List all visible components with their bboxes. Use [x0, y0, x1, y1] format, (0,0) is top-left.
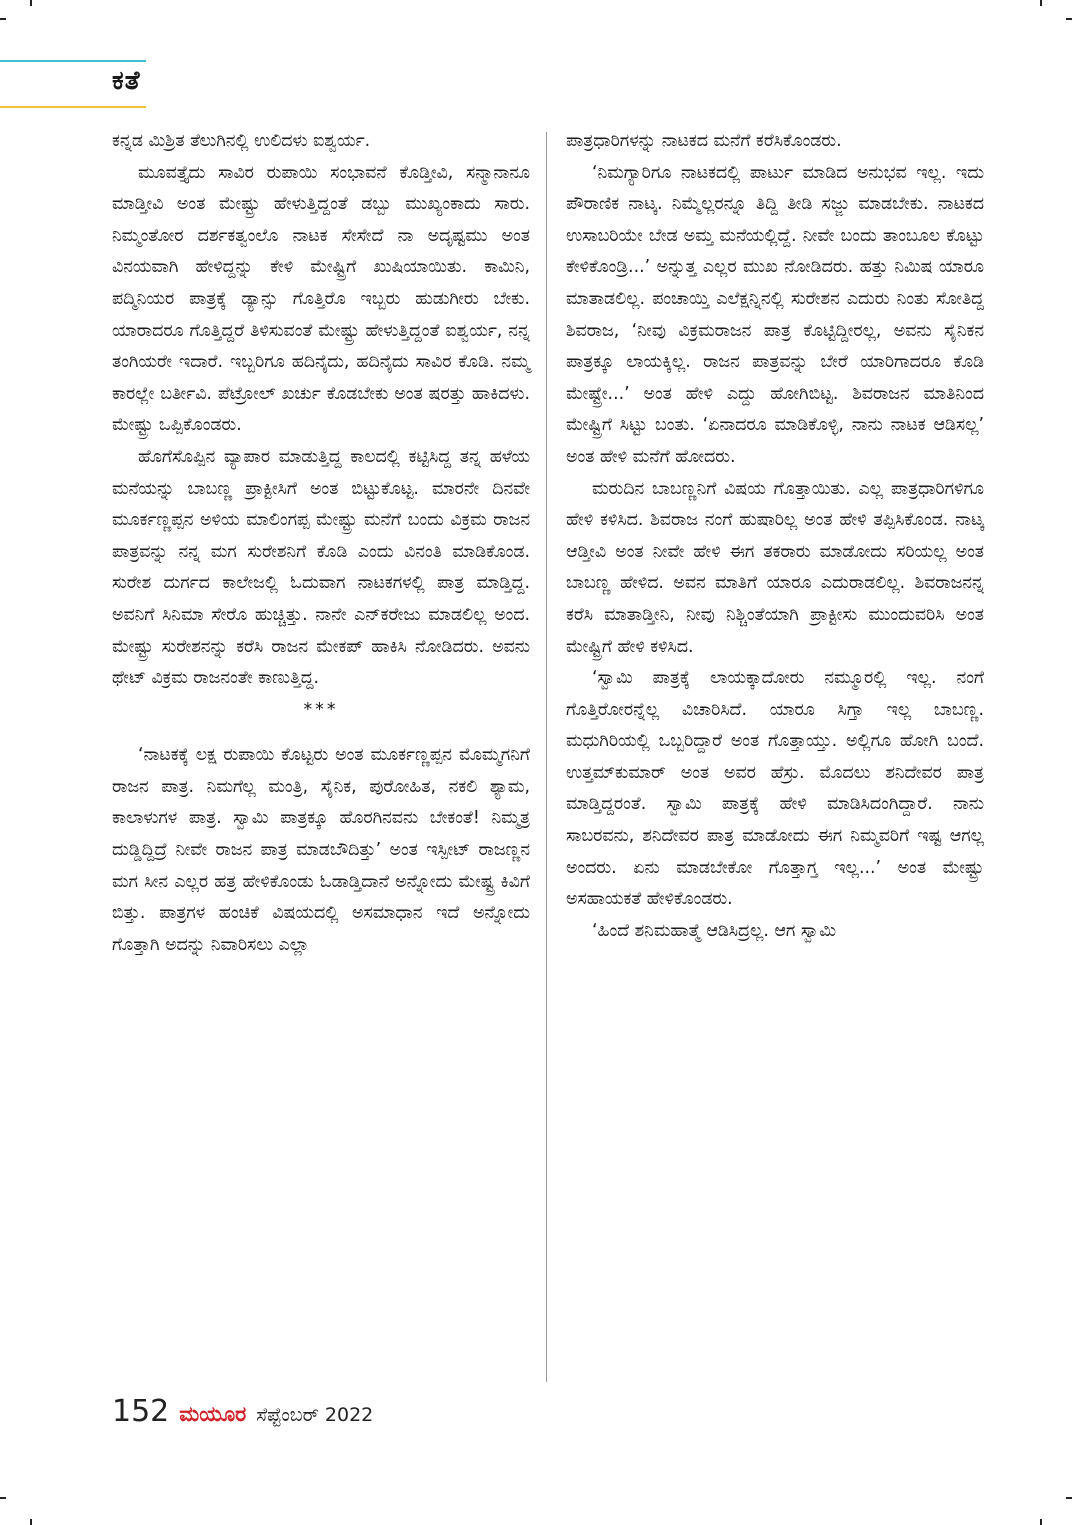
paragraph: ‘ಸ್ವಾಮಿ ಪಾತ್ರಕ್ಕೆ ಲಾಯಕ್ಕಾದೋರು ನಮ್ಮೂರಲ್ಲಿ ಇಲ್ಲ. ನಂಗೆ ಗೊತ್ತಿರೋರನ್ನೆಲ್ಲ ವಿಚಾರಿಸಿದೆ. ಯಾರೂ ಸಿಗ್ತಾ ಇಲ್ಲ ಬಾಬಣ್ಣ. ಮಧುಗಿರಿಯಲ್ಲಿ ಒಬ್ಬರಿದ್ದಾರೆ ಅಂತ ಗೊತ್ತಾಯ್ತು. ಅಲ್ಲಿಗೂ ಹೋಗಿ ಬಂದೆ. ಉತ್ತಮ್‌ಕುಮಾರ್ ಅಂತ ಅವರ ಹೆಸ್ರು. ಮೊದಲು ಶನಿದೇವರ ಪಾತ್ರ ಮಾಡ್ತಿದ್ದರಂತೆ. ಸ್ವಾಮಿ ಪಾತ್ರಕ್ಕೆ ಹೇಳಿ ಮಾಡಿಸಿದಂಗಿದ್ದಾರೆ. ನಾನು ಸಾಬರವನು, ಶನಿದೇವರ ಪಾತ್ರ ಮಾಡೋದು ಈಗ ನಿಮ್ಮವರಿಗೆ ಇಷ್ಟ ಆಗಲ್ಲ ಅಂದರು. ಏನು ಮಾಡಬೇಕೋ ಗೊತ್ತಾಗ್ತ ಇಲ್ಲ...’ ಅಂತ ಮೇಷ್ಟ್ರು ಅಸಹಾಯಕತೆ ಹೇಳಿಕೊಂಡರು. [566, 668, 984, 910]
paragraph: ‘ನಿಮಗ್ಯಾರಿಗೂ ನಾಟಕದಲ್ಲಿ ಪಾರ್ಟು ಮಾಡಿದ ಅನುಭವ ಇಲ್ಲ. ಇದು ಪೌರಾಣಿಕ ನಾಟ್ಕ. ನಿಮ್ಮೆಲ್ಲರನ್ನೂ ತಿದ್ದಿ ತೀಡಿ ಸಜ್ಜು ಮಾಡಬೇಕು. ನಾಟಕದ ಉಸಾಬರಿಯೇ ಬೇಡ ಅಮ್ತ ಮನೆಯಲ್ಲಿದ್ದೆ. ನೀವೇ ಬಂದು ತಾಂಬೂಲ ಕೊಟ್ಟು ಕೇಳಿಕೊಂಡ್ರಿ...’ ಅನ್ನುತ್ತ ಎಲ್ಲರ ಮುಖ ನೋಡಿದರು. ಹತ್ತು ನಿಮಿಷ ಯಾರೂ ಮಾತಾಡಲಿಲ್ಲ. ಪಂಚಾಯ್ತಿ ಎಲೆಕ್ಷನ್ನಿನಲ್ಲಿ ಸುರೇಶನ ಎದುರು ನಿಂತು ಸೋತಿದ್ದ ಶಿವರಾಜ, ‘ನೀವು ವಿಕ್ರಮರಾಜನ ಪಾತ್ರ ಕೊಟ್ಟಿದ್ದೀರಲ್ಲ, ಅವನು ಸೈನಿಕನ ಪಾತ್ರಕ್ಕೂ ಲಾಯಕ್ಕಿಲ್ಲ. ರಾಜನ ಪಾತ್ರವನ್ನು ಬೇರೆ ಯಾರಿಗಾದರೂ ಕೊಡಿ ಮೇಷ್ಟ್ರೇ...’ ಅಂತ ಹೇಳಿ ಎದ್ದು ಹೋಗಿಬಿಟ್ಟ. ಶಿವರಾಜನ ಮಾತಿನಿಂದ ಮೇಷ್ಟ್ರಿಗೆ ಸಿಟ್ಟು ಬಂತು. ‘ಏನಾದರೂ ಮಾಡಿಕೊಳ್ಳಿ, ನಾನು ನಾಟಕ ಆಡಿಸಲ್ಲ’ ಅಂತ ಹೇಳಿ ಮನೆಗೆ ಹೋದರು. [566, 162, 984, 467]
page-number: 152 [112, 1394, 170, 1429]
paragraph: ಪಾತ್ರಧಾರಿಗಳನ್ನು ನಾಟಕದ ಮನೆಗೆ ಕರೆಸಿಕೊಂಡರು. [566, 131, 842, 151]
paragraph: ಹೊಗೆಸೊಪ್ಪಿನ ವ್ಯಾಪಾರ ಮಾಡುತ್ತಿದ್ದ ಕಾಲದಲ್ಲಿ ಕಟ್ಟಿಸಿದ್ದ ತನ್ನ ಹಳೆಯ ಮನೆಯನ್ನು ಬಾಬಣ್ಣ ಪ್ರಾಕ್ಟೀಸಿಗೆ ಅಂತ ಬಿಟ್ಟುಕೊಟ್ಟ. ಮಾರನೇ ದಿನವೇ ಮೂರ್ಕಣ್ಣಪ್ಪನ ಅಳಿಯ ಮಾಲಿಂಗಪ್ಪ ಮೇಷ್ಟ್ರು ಮನೆಗೆ ಬಂದು ವಿಕ್ರಮ ರಾಜನ ಪಾತ್ರವನ್ನು ನನ್ನ ಮಗ ಸುರೇಶನಿಗೆ ಕೊಡಿ ಎಂದು ವಿನಂತಿ ಮಾಡಿಕೊಂಡ. ಸುರೇಶ ದುರ್ಗದ ಕಾಲೇಜಲ್ಲಿ ಓದುವಾಗ ನಾಟಕಗಳಲ್ಲಿ ಪಾತ್ರ ಮಾಡ್ತಿದ್ದ. ಅವನಿಗೆ ಸಿನಿಮಾ ಸೇರೊ ಹುಚ್ಚಿತ್ತು. ನಾನೇ ಎನ್‌ಕರೇಜು ಮಾಡಲಿಲ್ಲ ಅಂದ. ಮೇಷ್ಟ್ರು ಸುರೇಶನನ್ನು ಕರೆಸಿ ರಾಜನ ಮೇಕಪ್ ಹಾಕಿಸಿ ನೋಡಿದರು. ಅವನು ಥೇಟ್ ವಿಕ್ರಮ ರಾಜನಂತೇ ಕಾಣುತ್ತಿದ್ದ. [112, 446, 530, 689]
column-divider [546, 132, 547, 1382]
article-column-right [566, 126, 984, 947]
paragraph: ‘ನಾಟಕಕ್ಕೆ ಲಕ್ಷ ರುಪಾಯಿ ಕೊಟ್ಟರು ಅಂತ ಮೂರ್ಕಣ್ಣಪ್ಪನ ಮೊಮ್ಮಗನಿಗೆ ರಾಜನ ಪಾತ್ರ. ನಿಮಗೆಲ್ಲ ಮಂತ್ರಿ, ಸೈನಿಕ, ಪುರೋಹಿತ, ನಕಲಿ ಶ್ಯಾಮ, ಕಾಲಾಳುಗಳ ಪಾತ್ರ. ಸ್ವಾಮಿ ಪಾತ್ರಕ್ಕೂ ಹೊರಗಿನವನು ಬೇಕಂತೆ! ನಿಮ್ಮತ್ರ ದುಡ್ಡಿದ್ದಿದ್ರೆ ನೀವೇ ರಾಜನ ಪಾತ್ರ ಮಾಡಬೌದಿತ್ತು’ ಅಂತ ಇಸ್ಪೀಟ್ ರಾಜಣ್ಣನ ಮಗ ಸೀನ ಎಲ್ಲರ ಹತ್ರ ಹೇಳಿಕೊಂಡು ಓಡಾಡ್ತಿದಾನೆ ಅನ್ನೋದು ಮೇಷ್ಟ್ರ ಕಿವಿಗೆ ಬಿತ್ತು. ಪಾತ್ರಗಳ ಹಂಚಿಕೆ ವಿಷಯದಲ್ಲಿ ಅಸಮಾಧಾನ ಇದೆ ಅನ್ನೋದು ಗೊತ್ತಾಗಿ ಅದನ್ನು ನಿವಾರಿಸಲು ಎಲ್ಲಾ [112, 745, 530, 955]
magazine-name: ಮಯೂರ [179, 1402, 247, 1426]
crop-mark [1066, 1497, 1072, 1499]
crop-mark [1066, 18, 1072, 20]
section-label: ಕತೆ [112, 66, 141, 96]
paragraph: ಮೂವತ್ತೈದು ಸಾವಿರ ರುಪಾಯಿ ಸಂಭಾವನೆ ಕೊಡ್ತೀವಿ, ಸನ್ಮಾನಾನೂ ಮಾಡ್ತೀವಿ ಅಂತ ಮೇಷ್ಟ್ರು ಹೇಳುತ್ತಿದ್ದಂತೆ ಡಬ್ಬು ಮುಖ್ಯಂಕಾದು ಸಾರು. ನಿಮ್ಮಂತೋರ ದರ್ಶಕತ್ವಂಲೊ ನಾಟಕ ಸೇಸೇದೆ ನಾ ಅದೃಷ್ಟಮು ಅಂತ ವಿನಯವಾಗಿ ಹೇಳಿದ್ದನ್ನು ಕೇಳಿ ಮೇಷ್ಟ್ರಿಗೆ ಖುಷಿಯಾಯಿತು. ಕಾಮಿನಿ, ಪದ್ಮಿನಿಯರ ಪಾತ್ರಕ್ಕೆ ಡ್ಯಾನ್ಸು ಗೊತ್ತಿರೊ ಇಬ್ಬರು ಹುಡುಗೀರು ಬೇಕು. ಯಾರಾದರೂ ಗೊತ್ತಿದ್ದರೆ ತಿಳಿಸುವಂತೆ ಮೇಷ್ಟ್ರು ಹೇಳುತ್ತಿದ್ದಂತೆ ಐಶ್ವರ್ಯ, ನನ್ನ ತಂಗಿಯರೇ ಇದಾರೆ. ಇಬ್ಬರಿಗೂ ಹದಿನೈದು, ಹದಿನೈದು ಸಾವಿರ ಕೊಡಿ. ನಮ್ಮ ಕಾರಲ್ಲೇ ಬರ್ತೀವಿ. ಪೆಟ್ರೋಲ್ ಖರ್ಚು ಕೊಡಬೇಕು ಅಂತ ಷರತ್ತು ಹಾಕಿದಳು. ಮೇಷ್ಟ್ರು ಒಪ್ಪಿಕೊಂಡರು. [112, 162, 530, 436]
paragraph: ‘ಹಿಂದೆ ಶನಿಮಹಾತ್ಮೆ ಆಡಿಸಿದ್ರಲ್ಲ. ಆಗ ಸ್ವಾಮಿ [592, 920, 836, 941]
paragraph: ಕನ್ನಡ ಮಿಶ್ರಿತ ತೆಲುಗಿನಲ್ಲಿ ಉಲಿದಳು ಐಶ್ವರ್ಯ. [112, 131, 371, 151]
crop-mark [30, 1519, 32, 1525]
crop-mark [1040, 1519, 1042, 1525]
header-accent-line-top [0, 60, 146, 62]
article-column-left [112, 126, 530, 961]
page-footer [112, 1394, 373, 1428]
crop-mark [30, 0, 32, 6]
section-separator: *** [303, 699, 339, 720]
issue-date: ಸೆಪ್ಟೆಂಬರ್ 2022 [256, 1404, 374, 1426]
paragraph: ಮರುದಿನ ಬಾಬಣ್ಣನಿಗೆ ವಿಷಯ ಗೊತ್ತಾಯಿತು. ಎಲ್ಲ ಪಾತ್ರಧಾರಿಗಳಿಗೂ ಹೇಳಿ ಕಳಿಸಿದ. ಶಿವರಾಜ ನಂಗೆ ಹುಷಾರಿಲ್ಲ ಅಂತ ಹೇಳಿ ತಪ್ಪಿಸಿಕೊಂಡ. ನಾಟ್ಕ ಆಡ್ತೀವಿ ಅಂತ ನೀವೇ ಹೇಳಿ ಈಗ ತಕರಾರು ಮಾಡೋದು ಸರಿಯಲ್ಲ ಅಂತ ಬಾಬಣ್ಣ ಹೇಳಿದ. ಅವನ ಮಾತಿಗೆ ಯಾರೂ ಎದುರಾಡಲಿಲ್ಲ. ಶಿವರಾಜನನ್ನ ಕರೆಸಿ ಮಾತಾಡ್ತೀನಿ, ನೀವು ನಿಶ್ಚಿಂತೆಯಾಗಿ ಪ್ರಾಕ್ಟೀಸು ಮುಂದುವರಿಸಿ ಅಂತ ಮೇಷ್ಟ್ರಿಗೆ ಹೇಳಿ ಕಳಿಸಿದ. [566, 478, 984, 657]
crop-mark [0, 1497, 6, 1499]
header-accent-line-bottom [0, 106, 146, 108]
crop-mark [0, 18, 6, 20]
crop-mark [1040, 0, 1042, 6]
